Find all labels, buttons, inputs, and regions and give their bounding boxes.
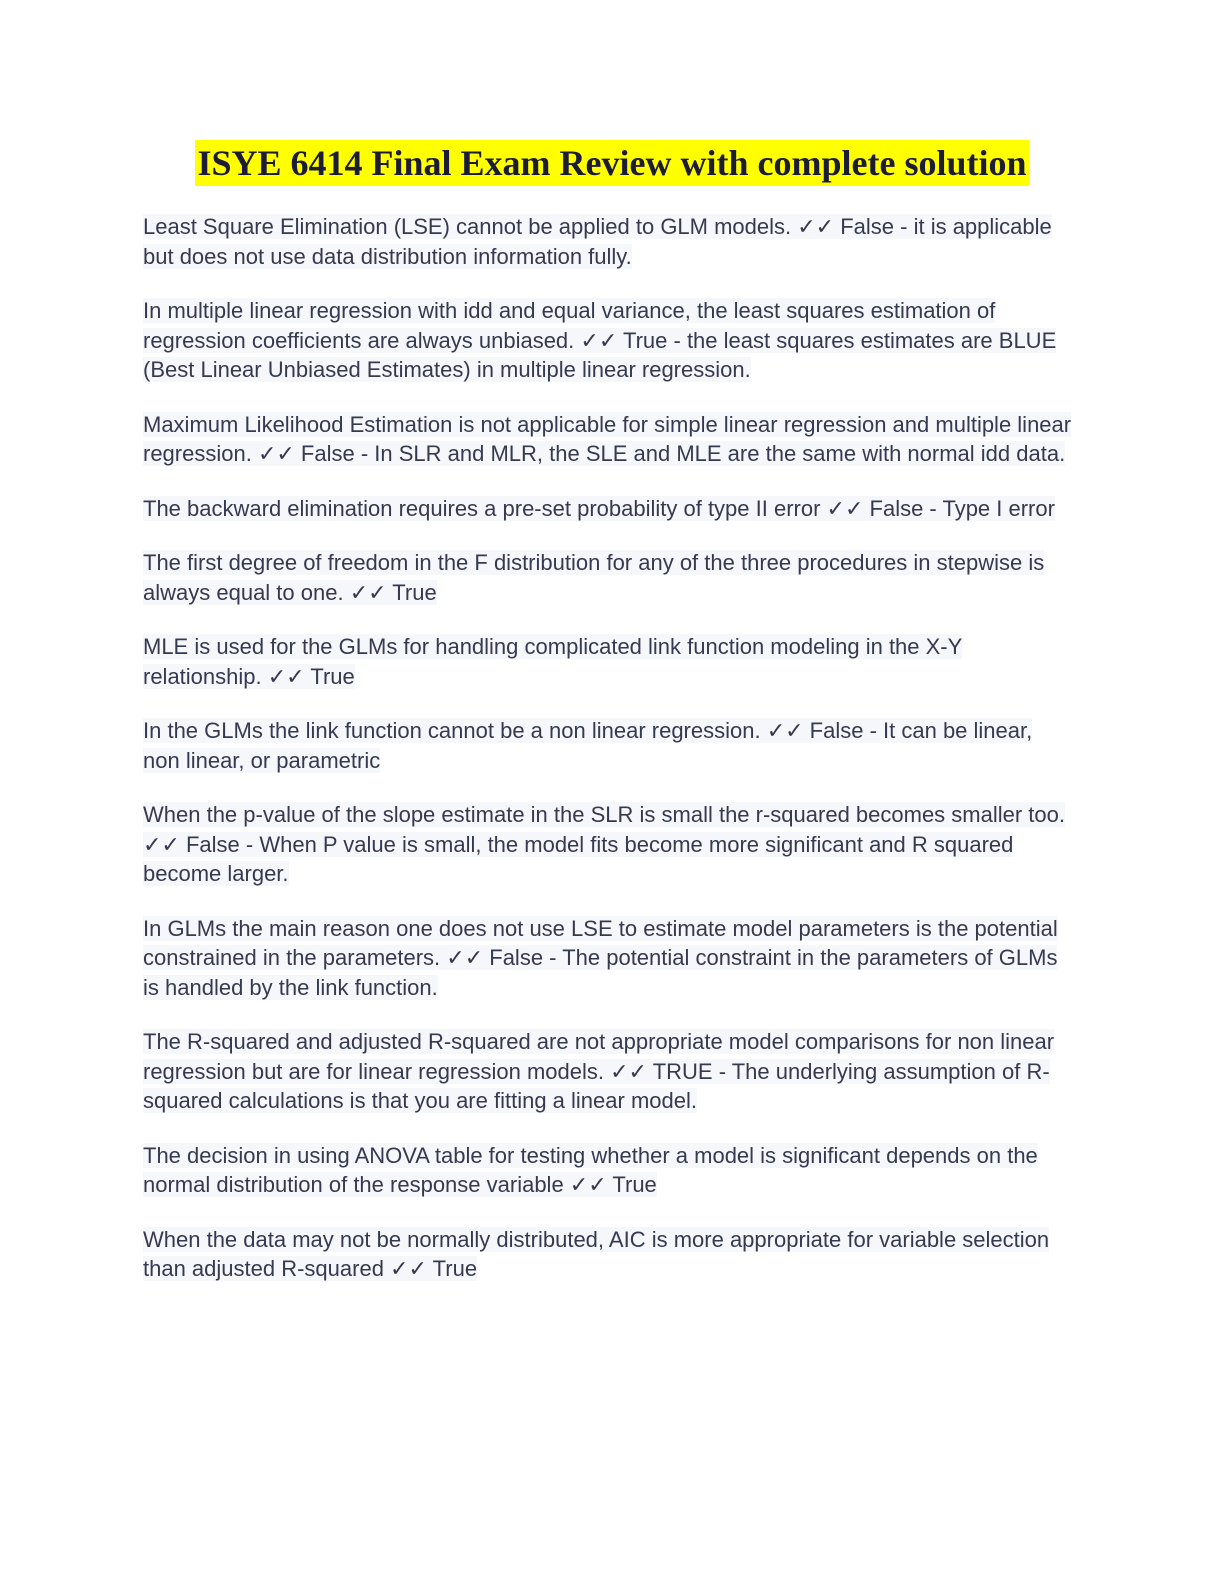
qa-item — [143, 800, 1073, 889]
qa-item-text: When the data may not be normally distributed, AIC is more appropriate for variable selection than adjusted R-squared ✓✓ True — [143, 1226, 1050, 1281]
qa-item-text: Least Square Elimination (LSE) cannot be applied to GLM models. ✓✓ False - it is applicable but does not use data distribution information fully. — [143, 214, 1052, 269]
qa-item — [143, 914, 1073, 1003]
qa-item-text: The decision in using ANOVA table for testing whether a model is significant depends on the normal distribution of the response variable ✓✓ True — [143, 1142, 1038, 1197]
qa-item-text: The backward elimination requires a pre-set probability of type II error ✓✓ False - Type I error — [143, 495, 1055, 521]
qa-item-text: The first degree of freedom in the F distribution for any of the three procedures in stepwise is always equal to one. ✓✓ True — [143, 550, 1045, 605]
qa-item — [143, 410, 1073, 469]
qa-item-text: In GLMs the main reason one does not use LSE to estimate model parameters is the potential constrained in the parameters. ✓✓ False - The potential constraint in the parameters of GLMs is handled by the link function. — [143, 915, 1058, 1000]
qa-item-text: In the GLMs the link function cannot be a non linear regression. ✓✓ False - It can be linear, non linear, or parametric — [143, 718, 1033, 773]
qa-list — [143, 212, 1073, 1309]
qa-item-text: In multiple linear regression with idd and equal variance, the least squares estimation of regression coefficients are always unbiased. ✓✓ True - the least squares estimates are BLUE (Best Linear Unbiased Estimates) in multiple linear regression. — [143, 298, 1057, 382]
qa-item — [143, 716, 1073, 775]
qa-item — [143, 494, 1073, 524]
title-container — [0, 140, 1224, 186]
document-title: ISYE 6414 Final Exam Review with complete solution — [195, 140, 1028, 186]
qa-item — [143, 1027, 1073, 1116]
qa-item — [143, 1141, 1073, 1200]
qa-item — [143, 296, 1073, 385]
qa-item-text: When the p-value of the slope estimate in the SLR is small the r-squared becomes smaller too. ✓✓ False - When P value is small, the model fits become more significant and R squared become larger. — [143, 802, 1066, 886]
qa-item-text: The R-squared and adjusted R-squared are not appropriate model comparisons for non linear regression but are for linear regression models. ✓✓ TRUE - The underlying assumption of R-squared calculations is that you are fitting a linear model. — [143, 1029, 1055, 1113]
qa-item — [143, 212, 1073, 271]
qa-item — [143, 632, 1073, 691]
qa-item-text: MLE is used for the GLMs for handling complicated link function modeling in the X-Y relationship. ✓✓ True — [143, 634, 963, 689]
qa-item-text: Maximum Likelihood Estimation is not applicable for simple linear regression and multiple linear regression. ✓✓ False - In SLR and MLR, the SLE and MLE are the same with normal idd data. — [143, 411, 1072, 466]
qa-item — [143, 548, 1073, 607]
qa-item — [143, 1225, 1073, 1284]
